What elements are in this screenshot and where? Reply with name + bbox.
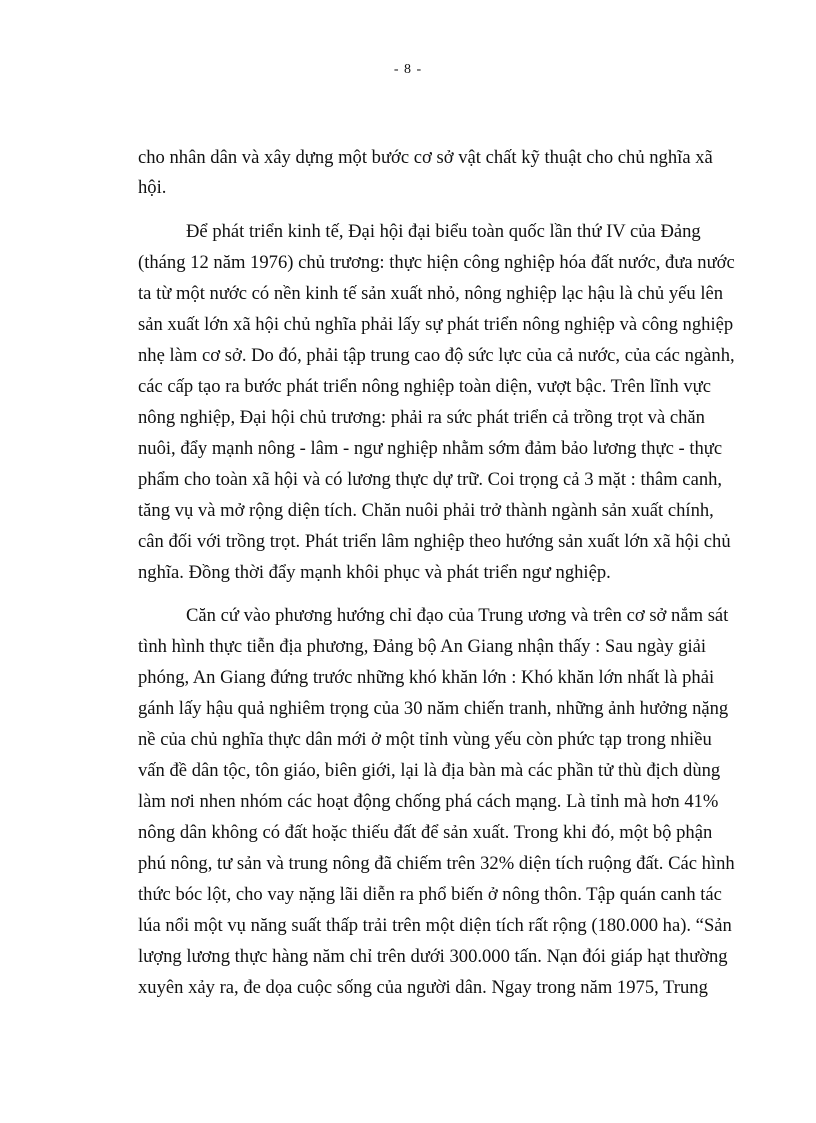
text-line: xuyên xảy ra, đe dọa cuộc sống của người dân. Ngay trong năm 1975, Trung: [138, 977, 708, 998]
page-number: - 8 -: [393, 62, 423, 77]
text-line: lượng lương thực hàng năm chỉ trên dưới 300.000 tấn. Nạn đói giáp hạt thường: [138, 946, 728, 967]
text-line: nhẹ làm cơ sở. Do đó, phải tập trung cao độ sức lực của cả nước, của các ngành,: [138, 345, 735, 366]
text-line: tình hình thực tiễn địa phương, Đảng bộ An Giang nhận thấy : Sau ngày giải: [138, 636, 707, 657]
text-line: phẩm cho toàn xã hội và có lương thực dự trữ. Coi trọng cả 3 mặt : thâm canh,: [138, 469, 723, 490]
text-line: phóng, An Giang đứng trước những khó khăn lớn : Khó khăn lớn nhất là phải: [138, 667, 715, 688]
text-line: nề của chủ nghĩa thực dân mới ở một tỉnh vùng yếu còn phức tạp trong nhiều: [138, 729, 712, 750]
text-line: Để phát triển kinh tế, Đại hội đại biểu toàn quốc lần thứ IV của Đảng: [186, 221, 701, 242]
text-line: lúa nổi một vụ năng suất thấp trải trên một diện tích rất rộng (180.000 ha). “Sản: [138, 915, 732, 936]
text-line: sản xuất lớn xã hội chủ nghĩa phải lấy sự phát triển nông nghiệp và công nghiệp: [138, 314, 734, 335]
text-line: Căn cứ vào phương hướng chỉ đạo của Trung ương và trên cơ sở nắm sát: [186, 605, 729, 626]
text-line: phú nông, tư sản và trung nông đã chiếm trên 32% diện tích ruộng đất. Các hình: [138, 853, 735, 874]
text-line: nông nghiệp, Đại hội chủ trương: phải ra sức phát triển cả trồng trọt và chăn: [138, 407, 705, 428]
text-line: vấn đề dân tộc, tôn giáo, biên giới, lại là địa bàn mà các phần tử thù địch dùng: [138, 760, 721, 781]
text-line: tăng vụ và mở rộng diện tích. Chăn nuôi phải trở thành ngành sản xuất chính,: [138, 500, 714, 521]
text-line: nông dân không có đất hoặc thiếu đất để sản xuất. Trong khi đó, một bộ phận: [138, 822, 713, 843]
text-line: nghĩa. Đồng thời đẩy mạnh khôi phục và phát triển ngư nghiệp.: [138, 562, 611, 583]
text-line: nuôi, đẩy mạnh nông - lâm - ngư nghiệp nhằm sớm đảm bảo lương thực - thực: [138, 438, 723, 459]
text-line: gánh lấy hậu quả nghiêm trọng của 30 năm chiến tranh, những ảnh hưởng nặng: [138, 698, 729, 719]
text-line: cân đối với trồng trọt. Phát triển lâm nghiệp theo hướng sản xuất lớn xã hội chủ: [138, 531, 731, 552]
text-line: hội.: [138, 177, 167, 198]
text-line: (tháng 12 năm 1976) chủ trương: thực hiện công nghiệp hóa đất nước, đưa nước: [138, 252, 735, 273]
text-line: ta từ một nước có nền kinh tế sản xuất nhỏ, nông nghiệp lạc hậu là chủ yếu lên: [138, 283, 724, 304]
text-line: thức bóc lột, cho vay nặng lãi diễn ra phổ biến ở nông thôn. Tập quán canh tác: [138, 884, 722, 905]
text-line: cho nhân dân và xây dựng một bước cơ sở vật chất kỹ thuật cho chủ nghĩa xã: [138, 147, 713, 168]
text-line: làm nơi nhen nhóm các hoạt động chống phá cách mạng. Là tỉnh mà hơn 41%: [138, 791, 719, 812]
text-line: các cấp tạo ra bước phát triển nông nghiệp toàn diện, vượt bậc. Trên lĩnh vực: [138, 376, 711, 397]
